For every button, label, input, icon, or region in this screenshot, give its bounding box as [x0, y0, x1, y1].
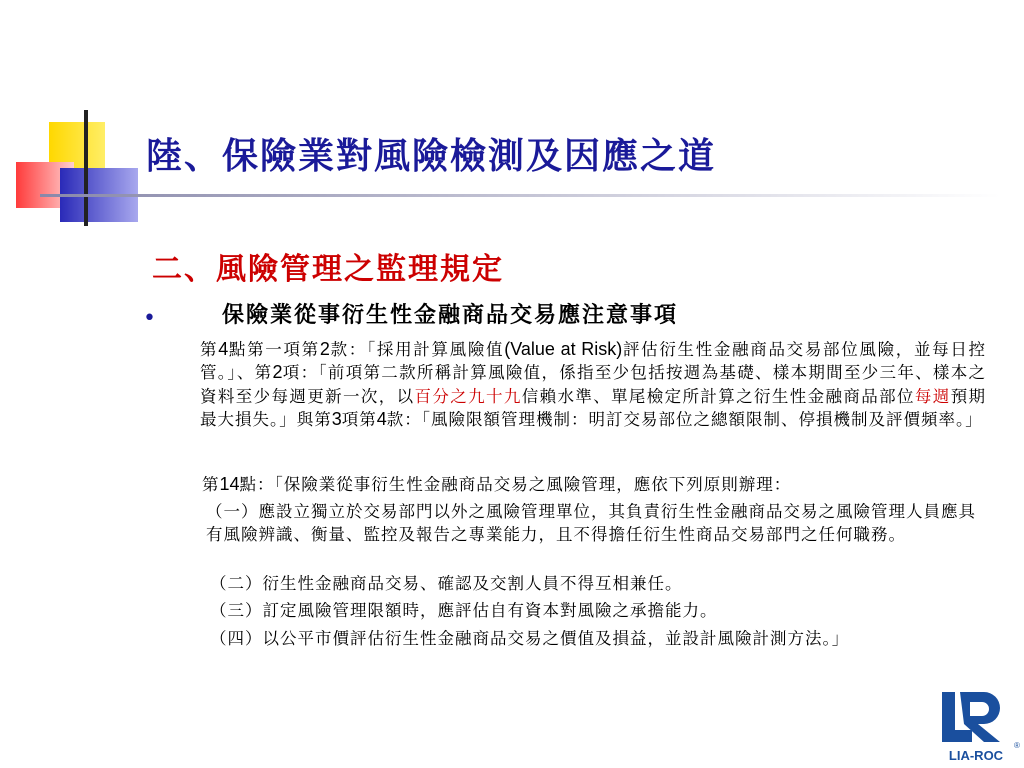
- regulation-paragraph-point-4: 第4點第一項第2款：「採用計算風險值(Value at Risk)評估衍生性金融商品交易部位風險，並每日控管。」、第2項：「前項第二款所稱計算風險值，係指至少包括按週為基礎、樣本期間至少三年、樣本之資料至少每週更新一次，以百分之九十九信賴水準、單尾檢定所計算之衍生性金融商品部位每週預期最大損失。」與第3項第4款：「風險限額管理機制：明訂交易部位之總額限制、停損機制及評價頻率。」: [200, 339, 987, 430]
- slide-title: 陸、保險業對風險檢測及因應之道: [146, 135, 717, 177]
- logo-text: LIA-ROC: [948, 748, 1004, 763]
- list-item: （四）以公平市價評估衍生性金融商品交易之價值及損益，並設計風險計測方法。」: [210, 629, 850, 648]
- list-item: （二）衍生性金融商品交易、確認及交割人員不得互相兼任。: [210, 574, 683, 593]
- highlight-99-percent: 百分之九十九: [414, 386, 522, 406]
- title-decoration: [0, 0, 1024, 240]
- section-subtitle: 二、風險管理之監理規定: [152, 252, 504, 287]
- highlight-weekly: 每週: [914, 386, 951, 406]
- lia-roc-logo: [934, 686, 1020, 766]
- bullet-heading: 保險業從事衍生性金融商品交易應注意事項: [222, 302, 679, 328]
- vertical-line: [84, 110, 88, 226]
- list-item: （三）訂定風險管理限額時，應評估自有資本對風險之承擔能力。: [210, 601, 718, 620]
- horizontal-line: [40, 194, 1000, 197]
- bullet-dot-icon: •: [143, 306, 156, 331]
- registered-mark: ®: [1014, 741, 1020, 750]
- regulation-paragraph-point-14: 第14點：「保險業從事衍生性金融商品交易之風險管理，應依下列原則辦理：: [202, 474, 792, 494]
- list-item: （一）應設立獨立於交易部門以外之風險管理單位，其負責衍生性金融商品交易之風險管理人員應具有風險辨識、衡量、監控及報告之專業能力，且不得擔任衍生性商品交易部門之任何職務。: [206, 502, 976, 544]
